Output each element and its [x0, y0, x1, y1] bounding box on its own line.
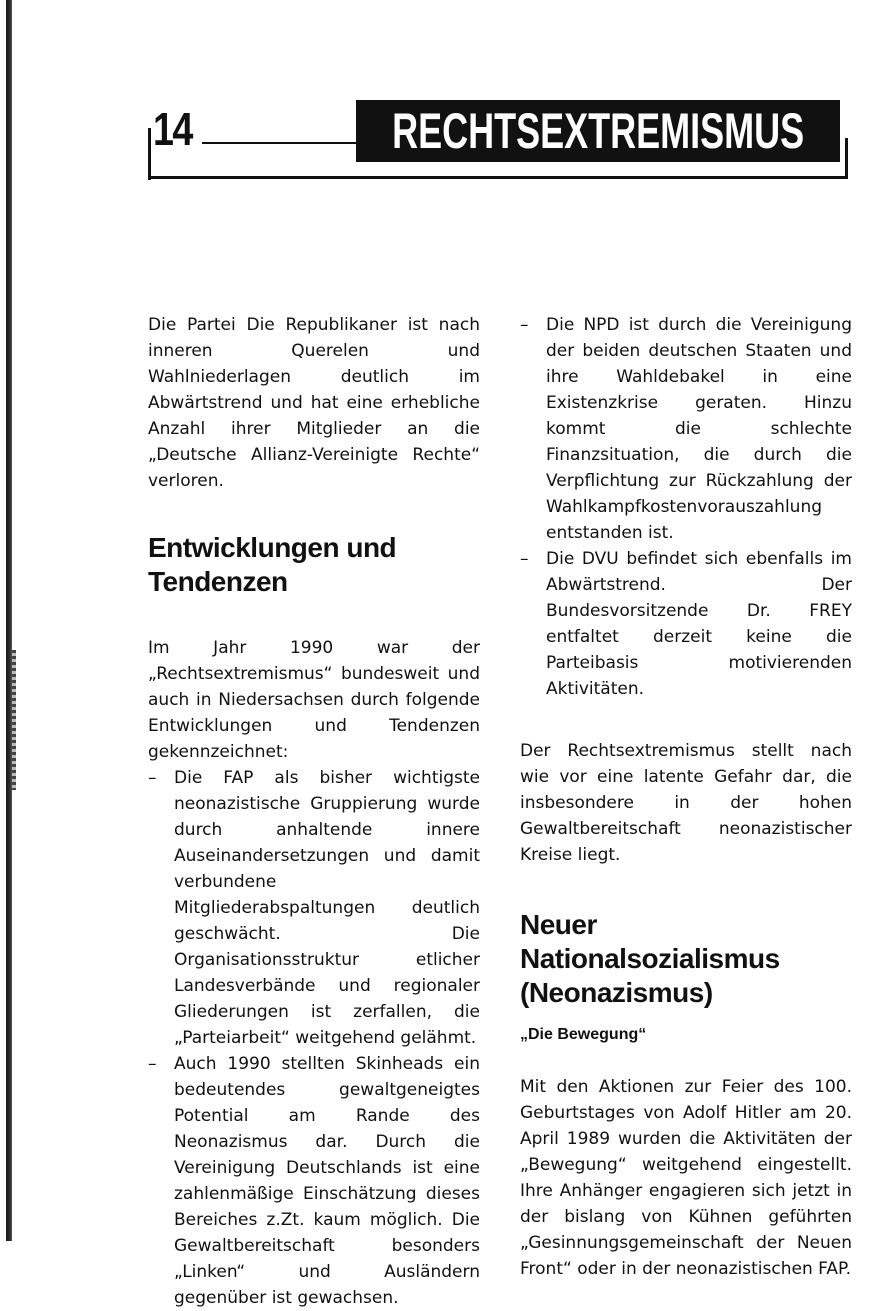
list-item-npd: – Die NPD ist durch die Vereinigung der beiden deutschen Staaten und ihre Wahldebakel in eine Existenzkrise geraten. Hinzu kommt die schlechte Finanzsituation, die durch die Verpflichtung zur Rückzahlung der Wahlkampfkostenvorauszahlung entstanden ist. [520, 312, 852, 546]
chapter-title: RECHTSEXTREMISMUS [391, 103, 805, 159]
header-frame-left [148, 128, 151, 180]
intro-paragraph: Die Partei Die Republikaner ist nach inneren Querelen und Wahlniederlagen deutlich im Abwärtstrend und hat eine erhebliche Anzahl ihrer Mitglieder an die „Deutsche Allianz-Vereinigte Rechte“ verloren. [148, 315, 480, 491]
header-frame-bottom [148, 176, 848, 179]
developments-list [148, 765, 480, 1311]
movement-paragraph: Mit den Aktionen zur Feier des 100. Geburtstages von Adolf Hitler am 20. April 1989 wurden die Aktivitäten der „Bewegung“ weitgehend eingestellt. Ihre Anhänger engagieren sich jetzt in der bislang von Kühnen geführten „Gesinnungsgemeinschaft der Neuen Front“ oder in der neonazistischen FAP. [520, 1077, 852, 1279]
left-column [148, 312, 480, 1311]
developments-list-continued [520, 312, 852, 702]
summary-paragraph: Der Rechtsextremismus stellt nach wie vor eine latente Gefahr dar, die insbesondere in der hohen Gewaltbereitschaft neonazistischer Kreise liegt. [520, 741, 852, 865]
binding-edge [6, 0, 12, 1241]
lead-paragraph: Im Jahr 1990 war der „Rechtsextremismus“ bundesweit und auch in Niedersachsen durch folgende Entwicklungen und Tendenzen gekennzeichnet: [148, 638, 480, 762]
section-heading-developments: Entwicklungen und Tendenzen [148, 532, 397, 597]
subheading-movement: „Die Bewegung“ [520, 1026, 647, 1043]
list-item-skinheads: – Auch 1990 stellten Skinheads ein bedeutendes gewaltgeneigtes Potential am Rande des Neonazismus dar. Durch die Vereinigung Deutschlands ist eine zahlenmäßige Einschätzung dieses Bereiches z.Zt. kaum möglich. Die Gewaltbereitschaft besonders „Linken“ und Ausländern gegenüber ist gewachsen. [148, 1051, 480, 1311]
list-item-dvu: – Die DVU befindet sich ebenfalls im Abwärtstrend. Der Bundesvorsitzende Dr. FREY entfaltet derzeit keine die Parteibasis motivierenden Aktivitäten. [520, 546, 852, 702]
header-rule [202, 142, 362, 144]
right-column [520, 312, 852, 1282]
chapter-title-box [356, 100, 840, 162]
page-number: 14 [153, 103, 192, 155]
header-frame-right [845, 138, 848, 179]
page-header [148, 98, 850, 184]
section-heading-neonazism-line2: (Neonazismus) [520, 977, 713, 1008]
section-heading-neonazism [520, 908, 852, 1010]
section-heading-neonazism-line1: Neuer Nationalsozialismus [520, 909, 780, 974]
list-item-fap: – Die FAP als bisher wichtigste neonazistische Gruppierung wurde durch anhaltende innere Auseinandersetzungen und damit verbundene Mitgliederabspaltungen deutlich geschwächt. Die Organisationsstruktur etlicher Landesverbände und regionaler Gliederungen ist zerfallen, die „Parteiarbeit“ weitgehend gelähmt. [148, 765, 480, 1051]
